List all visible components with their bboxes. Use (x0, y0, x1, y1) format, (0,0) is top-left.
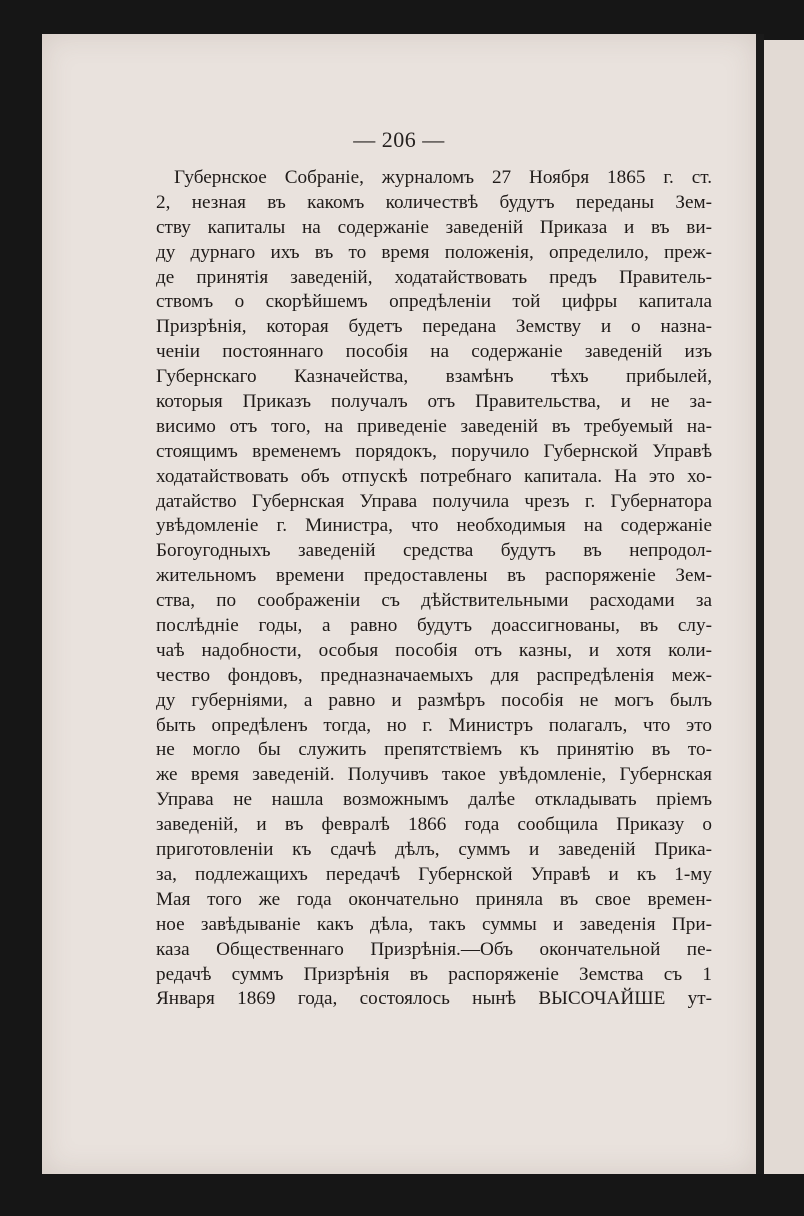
text-line: жительномъ времени предоставлены въ распоряженіе Зем- (156, 565, 712, 587)
text-line: ное завѣдываніе какъ дѣла, такъ суммы и заведенія При- (156, 913, 712, 935)
text-line: же время заведеній. Получивъ такое увѣдомленіе, Губернская (156, 764, 712, 786)
body-text (156, 166, 712, 1012)
text-line: чество фондовъ, предназначаемыхъ для распредѣленія меж- (156, 664, 712, 686)
text-line: увѣдомленіе г. Министра, что необходимыя на содержаніе (156, 515, 712, 537)
text-line: де принятія заведеній, ходатайствовать предъ Правитель- (156, 266, 712, 288)
text-line: ду губерніями, а равно и размѣръ пособія не могъ былъ (156, 689, 712, 711)
text-line: ченіи постояннаго пособія на содержаніе заведеній изъ (156, 341, 712, 363)
text-line: висимо отъ того, на приведеніе заведеній въ требуемый на- (156, 415, 712, 437)
text-line: Богоугодныхъ заведеній средства будутъ въ непродол- (156, 540, 712, 562)
text-line: Мая того же года окончательно приняла въ свое времен- (156, 888, 712, 910)
text-line: каза Общественнаго Призрѣнія.—Объ окончательной пе- (156, 938, 712, 960)
text-line: Января 1869 года, состоялось нынѣ ВЫСОЧАЙШЕ ут- (156, 988, 712, 1010)
text-line: Губернское Собраніе, журналомъ 27 Ноября 1865 г. ст. (174, 167, 712, 188)
text-line: датайство Губернская Управа получила чрезъ г. Губернатора (156, 490, 712, 512)
text-line: Управа не нашла возможнымъ далѣе откладывать пріемъ (156, 789, 712, 811)
book-gutter (756, 34, 764, 1174)
book-page (42, 34, 756, 1174)
text-line: чаѣ надобности, особыя пособія отъ казны, и хотя коли- (156, 639, 712, 661)
text-line: ду дурнаго ихъ въ то время положенія, определило, преж- (156, 241, 712, 263)
page-number: — 206 — (353, 127, 445, 152)
text-line: редачѣ суммъ Призрѣнія въ распоряженіе Земства съ 1 (156, 963, 712, 985)
text-line: приготовленіи къ сдачѣ дѣлъ, суммъ и заведеній Прика- (156, 839, 712, 861)
text-line: за, подлежащихъ передачѣ Губернской Управѣ и къ 1-му (156, 863, 712, 885)
text-line: ству капиталы на содержаніе заведеній Приказа и въ ви- (156, 216, 712, 238)
text-line: Губернскаго Казначейства, взамѣнъ тѣхъ прибылей, (156, 366, 712, 388)
text-line: ства, по соображеніи съ дѣйствительными расходами за (156, 590, 712, 612)
text-line: Призрѣнія, которая будетъ передана Земству и о назна- (156, 316, 712, 338)
text-line: ствомъ о скорѣйшемъ опредѣленіи той цифры капитала (156, 291, 712, 313)
adjacent-page-edge (764, 40, 804, 1174)
text-line: послѣдніе годы, а равно будутъ доассигнованы, въ слу- (156, 615, 712, 637)
text-line: заведеній, и въ февралѣ 1866 года сообщила Приказу о (156, 814, 712, 836)
text-line: ходатайствовать объ отпускѣ потребнаго капитала. На это хо- (156, 465, 712, 487)
text-line: не могло бы служить препятствіемъ къ принятію въ то- (156, 739, 712, 761)
text-line: которыя Приказъ получалъ отъ Правительства, и не за- (156, 391, 712, 413)
text-line: быть опредѣленъ тогда, но г. Министръ полагалъ, что это (156, 714, 712, 736)
text-line: стоящимъ временемъ порядокъ, поручило Губернской Управѣ (156, 440, 712, 462)
text-line: 2, незная въ какомъ количествѣ будутъ переданы Зем- (156, 191, 712, 213)
